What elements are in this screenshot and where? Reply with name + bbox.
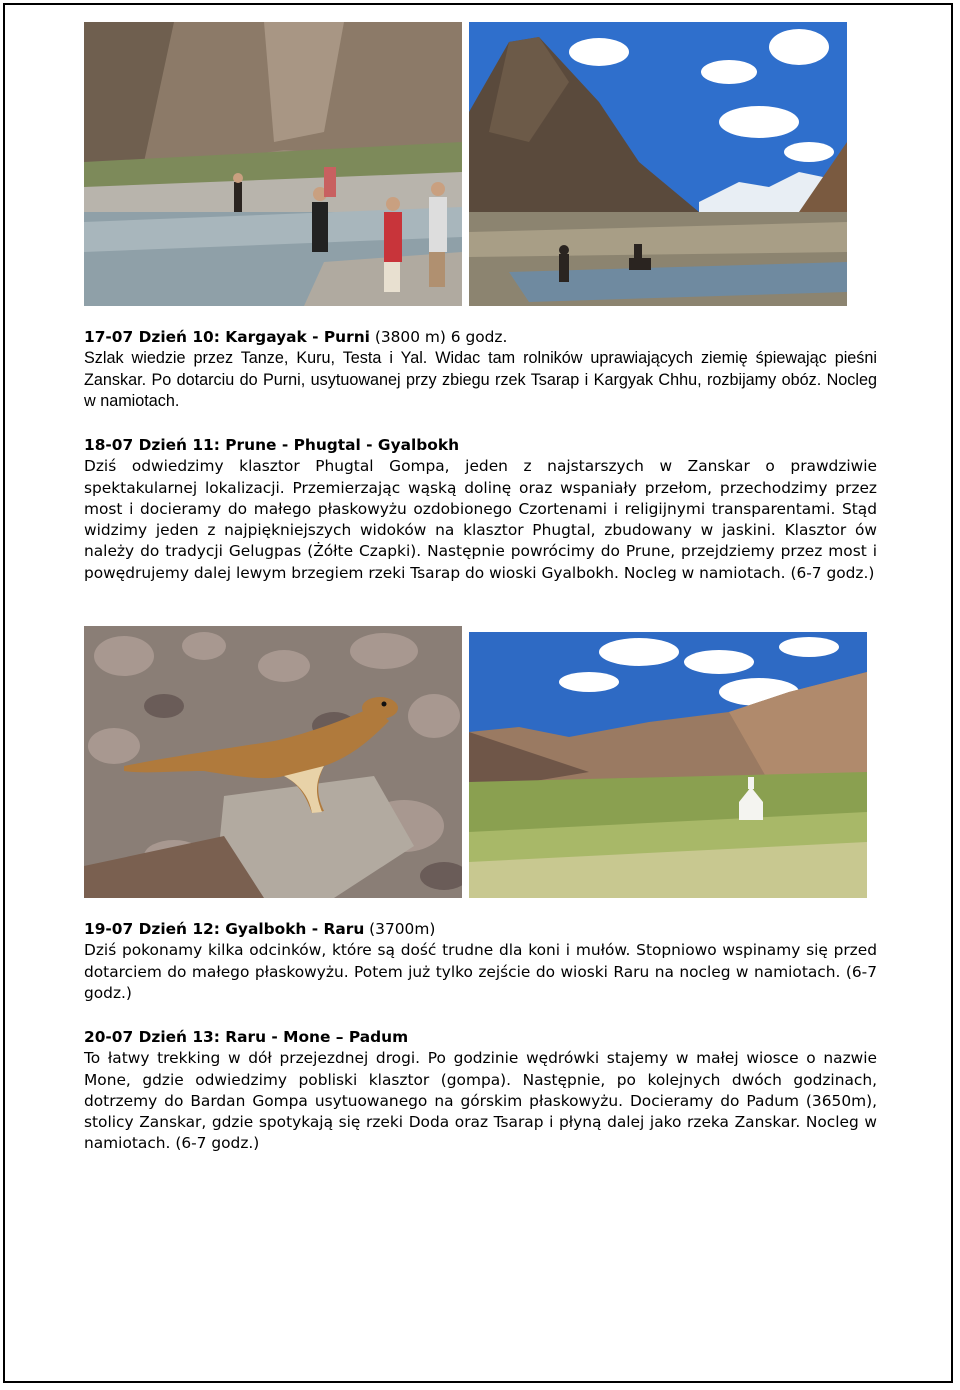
day-12-section [84, 919, 877, 1004]
day-11-heading-bold: 18-07 Dzień 11: Prune - Phugtal - Gyalbokh [84, 436, 460, 454]
photo-valley-chorten [469, 632, 867, 898]
day-11-body: Dziś odwiedzimy klasztor Phugtal Gompa, jeden z najstarszych w Zanskar o prawdziwie spektakularnej lokalizacji. Przemierzając wąską dolinę oraz wspaniały przełom, przechodzimy przez most i docieramy do małego płaskowyżu ozdobionego Czortenami i religijnymi transparentami. Stąd widzimy jeden z najpiękniejszych widoków na klasztor Phugtal, zbudowany w jaskini. Klasztor ów należy do tradycji Gelugpas (Żółte Czapki). Następnie powrócimy do Prune, przejdziemy przez most i powędrujemy dalej lewym brzegiem rzeki Tsarap do wioski Gyalbokh. Nocleg w namiotach. (6-7 godz.) [84, 457, 877, 582]
day-10-body: Szlak wiedzie przez Tanze, Kuru, Testa i Yal. Widac tam rolników uprawiających ziemię śpiewając pieśni Zanskar. Po dotarciu do Purni, usytuowanej przy zbiegu rzek Tsarap i Kargyak Chhu, rozbijamy obóz. Nocleg w namiotach. [84, 349, 877, 410]
day-13-section [84, 1027, 877, 1155]
day-11-section [84, 435, 877, 584]
photo-river-crossing [84, 22, 462, 306]
day-12-heading-bold: 19-07 Dzień 12: Gyalbokh - Raru [84, 920, 365, 938]
day-12-heading-extra: (3700m) [364, 920, 436, 938]
day-12-heading [84, 919, 877, 940]
day-10-section [84, 327, 877, 412]
photo-mountain-peak [469, 22, 847, 306]
day-10-heading-bold: 17-07 Dzień 10: Kargayak - Purni [84, 328, 370, 346]
day-13-heading-bold: 20-07 Dzień 13: Raru - Mone – Padum [84, 1028, 409, 1046]
day-12-body: Dziś pokonamy kilka odcinków, które są dość trudne dla koni i mułów. Stopniowo wspinamy się przed dotarciem do małego płaskowyżu. Potem już tylko zejście do wioski Raru na nocleg w namiotach. (6-7 godz.) [84, 941, 877, 1002]
photo-weasel-on-rocks [84, 626, 462, 898]
day-10-heading-extra: (3800 m) 6 godz. [369, 328, 508, 346]
day-10-heading [84, 327, 877, 348]
day-13-heading [84, 1027, 877, 1048]
day-13-body: To łatwy trekking w dół przejezdnej drogi. Po godzinie wędrówki stajemy w małej wiosce o nazwie Mone, gdzie odwiedzimy pobliski klasztor (gompa). Następnie, po kolejnych dwóch godzinach, dotrzemy do Bardan Gompa usytuowanego na górskim płaskowyżu. Docieramy do Padum (3650m), stolicy Zanskar, gdzie spotykają się rzeki Doda oraz Tsarap i płyną dalej jako rzeka Zanskar. Nocleg w namiotach. (6-7 godz.) [84, 1049, 877, 1153]
day-11-heading [84, 435, 877, 456]
